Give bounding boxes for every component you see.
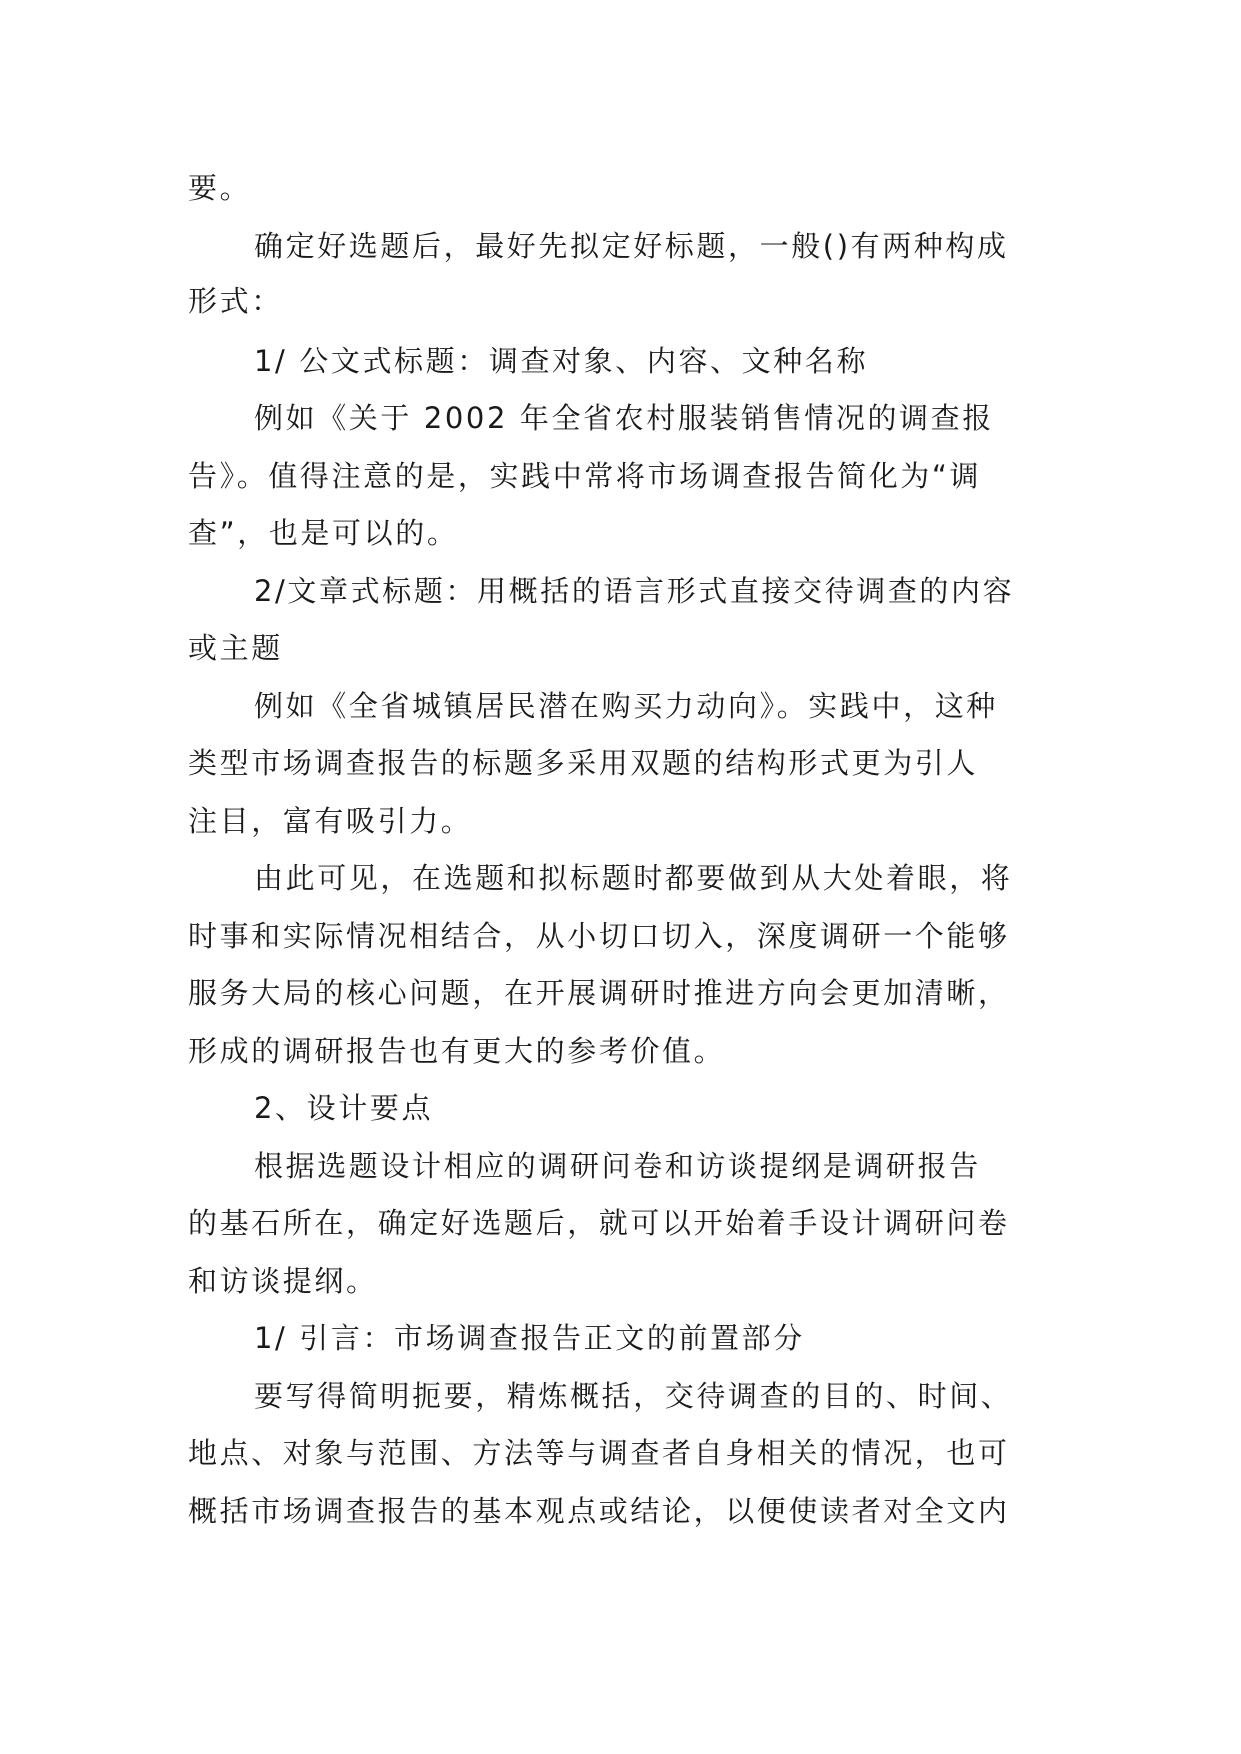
text-line: 查”，也是可以的。: [188, 516, 459, 550]
text-line: 由此可见，在选题和拟标题时都要做到从大处着眼，将: [254, 861, 1013, 895]
text-line: 例如《关于 2002 年全省农村服装销售情况的调查报: [254, 401, 994, 435]
text-line: 告》。值得注意的是，实践中常将市场调查报告简化为“调: [188, 459, 982, 493]
text-line: 地点、对象与范围、方法等与调查者自身相关的情况，也可: [188, 1436, 1010, 1470]
section-heading: 2、设计要点: [254, 1091, 434, 1125]
text-line: 形式：: [188, 284, 283, 318]
text-line: 确定好选题后，最好先拟定好标题，一般()有两种构成: [254, 229, 1009, 263]
text-line: 服务大局的核心问题，在开展调研时推进方向会更加清晰，: [188, 976, 1010, 1010]
text-line: 概括市场调查报告的基本观点或结论，以便使读者对全文内: [188, 1494, 1010, 1528]
text-line: 要写得简明扼要，精炼概括，交待调查的目的、时间、: [254, 1379, 1013, 1413]
text-line: 形成的调研报告也有更大的参考价值。: [188, 1034, 726, 1068]
text-line: 时事和实际情况相结合，从小切口切入，深度调研一个能够: [188, 919, 1010, 953]
text-line: 1/ 公文式标题：调查对象、内容、文种名称: [254, 344, 869, 378]
text-line: 1/ 引言：市场调查报告正文的前置部分: [254, 1321, 805, 1355]
text-line: 根据选题设计相应的调研问卷和访谈提纲是调研报告: [254, 1149, 981, 1183]
text-line: 或主题: [188, 631, 283, 665]
text-line: 和访谈提纲。: [188, 1264, 378, 1298]
text-line: 例如《全省城镇居民潜在购买力动向》。实践中，这种: [254, 689, 998, 723]
text-line: 要。: [188, 171, 252, 205]
text-line: 类型市场调查报告的标题多采用双题的结构形式更为引人: [188, 746, 979, 780]
text-line: 的基石所在，确定好选题后，就可以开始着手设计调研问卷: [188, 1206, 1010, 1240]
text-line: 2/文章式标题：用概括的语言形式直接交待调查的内容: [254, 574, 1015, 608]
text-line: 注目，富有吸引力。: [188, 804, 473, 838]
